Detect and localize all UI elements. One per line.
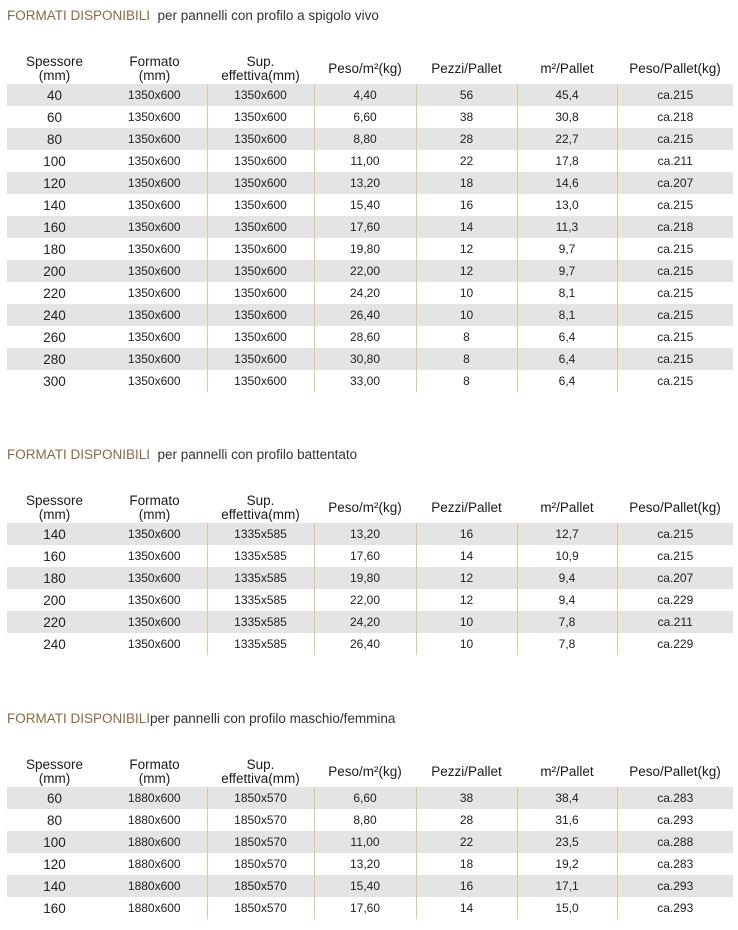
table-row: [7, 282, 733, 304]
cell-spessore: 160: [43, 548, 66, 564]
cell-m2-pallet: 9,4: [517, 589, 617, 611]
cell-peso-m2: 8,80: [314, 809, 416, 831]
table-row: [7, 787, 733, 809]
cell-sup-effettiva: 1335x585: [207, 567, 314, 589]
cell-peso-m2: 17,60: [314, 216, 416, 238]
section-title-accent: FORMATI DISPONIBILI: [7, 447, 151, 462]
header-m2-pallet: m²/Pallet: [540, 500, 594, 515]
cell-formato: 1350x600: [102, 260, 207, 282]
cell-spessore: 120: [7, 172, 102, 194]
table-row: [7, 545, 733, 567]
cell-pezzi-pallet: 12: [416, 567, 517, 589]
table-row: [7, 348, 733, 370]
cell-sup-effettiva: 1335x585: [207, 589, 314, 611]
cell-sup-effettiva: 1350x600: [207, 172, 314, 194]
cell-formato: 1350x600: [102, 348, 207, 370]
header-m2-pallet: m²/Pallet: [540, 764, 594, 779]
cell-m2-pallet: 30,8: [517, 106, 617, 128]
cell-spessore: 260: [43, 329, 66, 345]
cell-peso-m2: 15,40: [314, 875, 416, 897]
cell-pezzi-pallet: 18: [416, 853, 517, 875]
table-row: [7, 326, 733, 348]
cell-spessore: 240: [43, 636, 66, 652]
table-row: [7, 150, 733, 172]
cell-spessore: 220: [7, 611, 102, 633]
cell-spessore: 60: [7, 787, 102, 809]
cell-formato: 1350x600: [127, 198, 181, 212]
cell-spessore: 140: [7, 875, 102, 897]
header-spessore: Spessore (mm): [25, 493, 84, 522]
cell-sup-effettiva: 1335x585: [207, 545, 314, 567]
cell-pezzi-pallet: 10: [416, 611, 517, 633]
cell-pezzi-pallet: 14: [416, 897, 517, 919]
cell-m2-pallet: 14,6: [517, 172, 617, 194]
cell-pezzi-pallet: 10: [416, 282, 517, 304]
cell-formato: 1880x600: [102, 831, 207, 853]
cell-sup-effettiva: 1335x585: [207, 523, 314, 545]
cell-m2-pallet: 45,4: [517, 84, 617, 106]
cell-formato: 1350x600: [127, 374, 181, 388]
section-title-rest: per pannelli con profilo battentato: [150, 447, 358, 462]
table-row: [7, 106, 733, 128]
cell-peso-pallet: ca.218: [617, 106, 733, 128]
cell-pezzi-pallet: 14: [416, 545, 517, 567]
cell-spessore: 200: [7, 260, 102, 282]
header-row: [7, 757, 733, 787]
cell-pezzi-pallet: 18: [416, 172, 517, 194]
cell-m2-pallet: 7,8: [517, 611, 617, 633]
cell-spessore: 280: [7, 348, 102, 370]
cell-sup-effettiva: 1350x600: [207, 348, 314, 370]
table-row: [7, 875, 733, 897]
cell-pezzi-pallet: 10: [416, 304, 517, 326]
cell-sup-effettiva: 1350x600: [207, 128, 314, 150]
cell-m2-pallet: 8,1: [517, 282, 617, 304]
cell-peso-m2: 24,20: [314, 611, 416, 633]
table-row: [7, 194, 733, 216]
cell-pezzi-pallet: 12: [416, 238, 517, 260]
cell-spessore: 200: [43, 592, 66, 608]
cell-peso-m2: 6,60: [314, 106, 416, 128]
table-row: [7, 128, 733, 150]
table-row: [7, 567, 733, 589]
cell-spessore: 40: [7, 84, 102, 106]
cell-spessore: 80: [7, 128, 102, 150]
formats-table: [7, 493, 733, 655]
cell-m2-pallet: 6,4: [517, 370, 617, 392]
section-title-rest: per pannelli con profilo maschio/femmina: [150, 711, 396, 726]
cell-m2-pallet: 10,9: [517, 545, 617, 567]
table-row: [7, 238, 733, 260]
section-title: [7, 8, 379, 23]
cell-formato: 1350x600: [127, 593, 181, 607]
table-row: [7, 523, 733, 545]
table-row: [7, 853, 733, 875]
cell-peso-pallet: ca.288: [617, 831, 733, 853]
cell-formato: 1350x600: [127, 549, 181, 563]
section-title-accent: FORMATI DISPONIBILI: [7, 8, 151, 23]
table-row: [7, 589, 733, 611]
header-peso-m2: Peso/m²(kg): [328, 764, 402, 779]
cell-sup-effettiva: 1850x570: [207, 875, 314, 897]
cell-formato: 1880x600: [102, 875, 207, 897]
cell-spessore: 300: [43, 373, 66, 389]
cell-peso-pallet: ca.215: [617, 326, 733, 348]
cell-spessore: 160: [7, 216, 102, 238]
header-spessore: Spessore (mm): [25, 757, 84, 786]
cell-m2-pallet: 17,8: [517, 150, 617, 172]
cell-peso-m2: 26,40: [314, 633, 416, 655]
cell-sup-effettiva: 1350x600: [207, 260, 314, 282]
header-peso-m2: Peso/m²(kg): [328, 500, 402, 515]
cell-peso-m2: 28,60: [314, 326, 416, 348]
cell-spessore: 180: [7, 567, 102, 589]
cell-m2-pallet: 19,2: [517, 853, 617, 875]
cell-m2-pallet: 8,1: [517, 304, 617, 326]
cell-sup-effettiva: 1335x585: [207, 611, 314, 633]
cell-formato: 1350x600: [127, 110, 181, 124]
cell-peso-pallet: ca.215: [617, 194, 733, 216]
cell-m2-pallet: 38,4: [517, 787, 617, 809]
section-title: [7, 447, 357, 462]
cell-spessore: 80: [46, 812, 63, 828]
cell-spessore: 160: [43, 900, 66, 916]
table-row: [7, 897, 733, 919]
cell-sup-effettiva: 1850x570: [207, 787, 314, 809]
header-m2-pallet: m²/Pallet: [540, 61, 594, 76]
cell-pezzi-pallet: 16: [416, 194, 517, 216]
cell-sup-effettiva: 1350x600: [207, 106, 314, 128]
cell-pezzi-pallet: 22: [416, 831, 517, 853]
table-row: [7, 304, 733, 326]
cell-sup-effettiva: 1850x570: [207, 831, 314, 853]
cell-peso-pallet: ca.215: [617, 128, 733, 150]
cell-peso-m2: 4,40: [314, 84, 416, 106]
cell-formato: 1880x600: [102, 787, 207, 809]
header-formato: Formato (mm): [129, 493, 180, 522]
cell-peso-m2: 17,60: [314, 545, 416, 567]
cell-peso-m2: 13,20: [314, 172, 416, 194]
cell-pezzi-pallet: 56: [416, 84, 517, 106]
header-pezzi-pallet: Pezzi/Pallet: [431, 764, 502, 779]
cell-pezzi-pallet: 38: [416, 787, 517, 809]
cell-spessore: 120: [43, 856, 66, 872]
cell-peso-pallet: ca.215: [617, 260, 733, 282]
table-row: [7, 809, 733, 831]
header-sup-effettiva: Sup. effettiva(mm): [221, 757, 300, 786]
cell-formato: 1350x600: [102, 304, 207, 326]
cell-peso-m2: 11,00: [314, 831, 416, 853]
cell-peso-m2: 8,80: [314, 128, 416, 150]
section-title: [7, 711, 395, 726]
cell-sup-effettiva: 1350x600: [207, 216, 314, 238]
cell-peso-pallet: ca.215: [617, 84, 733, 106]
cell-pezzi-pallet: 28: [416, 128, 517, 150]
cell-m2-pallet: 6,4: [517, 326, 617, 348]
cell-formato: 1350x600: [102, 567, 207, 589]
cell-peso-m2: 15,40: [314, 194, 416, 216]
cell-m2-pallet: 23,5: [517, 831, 617, 853]
cell-sup-effettiva: 1350x600: [207, 326, 314, 348]
cell-peso-pallet: ca.215: [617, 304, 733, 326]
table-row: [7, 172, 733, 194]
header-row: [7, 54, 733, 84]
cell-m2-pallet: 11,3: [517, 216, 617, 238]
cell-formato: 1350x600: [127, 637, 181, 651]
cell-peso-pallet: ca.215: [617, 545, 733, 567]
cell-peso-pallet: ca.215: [617, 370, 733, 392]
cell-sup-effettiva: 1350x600: [207, 370, 314, 392]
cell-peso-pallet: ca.229: [617, 589, 733, 611]
header-row: [7, 493, 733, 523]
header-pezzi-pallet: Pezzi/Pallet: [431, 500, 502, 515]
cell-m2-pallet: 7,8: [517, 633, 617, 655]
cell-m2-pallet: 15,0: [517, 897, 617, 919]
section-title-accent: FORMATI DISPONIBILI: [7, 711, 151, 726]
cell-peso-m2: 22,00: [314, 260, 416, 282]
cell-formato: 1350x600: [127, 154, 181, 168]
header-peso-pallet: Peso/Pallet(kg): [629, 764, 721, 779]
cell-pezzi-pallet: 10: [416, 633, 517, 655]
cell-pezzi-pallet: 8: [416, 348, 517, 370]
cell-peso-m2: 13,20: [314, 853, 416, 875]
header-formato: Formato (mm): [129, 54, 180, 83]
cell-peso-m2: 22,00: [314, 589, 416, 611]
header-sup-effettiva: Sup. effettiva(mm): [221, 493, 300, 522]
cell-pezzi-pallet: 38: [416, 106, 517, 128]
header-formato: Formato (mm): [129, 757, 180, 786]
cell-spessore: 140: [43, 197, 66, 213]
header-peso-pallet: Peso/Pallet(kg): [629, 500, 721, 515]
cell-peso-pallet: ca.215: [617, 282, 733, 304]
cell-peso-m2: 6,60: [314, 787, 416, 809]
cell-spessore: 180: [43, 241, 66, 257]
table-row: [7, 84, 733, 106]
cell-peso-m2: 19,80: [314, 567, 416, 589]
cell-peso-pallet: ca.218: [617, 216, 733, 238]
cell-sup-effettiva: 1850x570: [207, 897, 314, 919]
cell-peso-pallet: ca.215: [617, 523, 733, 545]
cell-m2-pallet: 31,6: [517, 809, 617, 831]
cell-peso-m2: 30,80: [314, 348, 416, 370]
cell-sup-effettiva: 1350x600: [207, 150, 314, 172]
cell-formato: 1880x600: [127, 901, 181, 915]
cell-pezzi-pallet: 8: [416, 370, 517, 392]
cell-peso-pallet: ca.293: [617, 875, 733, 897]
cell-spessore: 100: [7, 831, 102, 853]
cell-peso-m2: 11,00: [314, 150, 416, 172]
cell-sup-effettiva: 1335x585: [207, 633, 314, 655]
cell-peso-pallet: ca.293: [617, 809, 733, 831]
table-row: [7, 216, 733, 238]
cell-formato: 1350x600: [127, 286, 181, 300]
cell-m2-pallet: 17,1: [517, 875, 617, 897]
cell-pezzi-pallet: 12: [416, 589, 517, 611]
cell-peso-pallet: ca.283: [617, 787, 733, 809]
header-peso-m2: Peso/m²(kg): [328, 61, 402, 76]
formats-table: [7, 757, 733, 919]
cell-pezzi-pallet: 12: [416, 260, 517, 282]
cell-pezzi-pallet: 8: [416, 326, 517, 348]
formats-table: [7, 54, 733, 392]
cell-spessore: 100: [43, 153, 66, 169]
table-row: [7, 370, 733, 392]
cell-sup-effettiva: 1350x600: [207, 238, 314, 260]
cell-pezzi-pallet: 28: [416, 809, 517, 831]
table-row: [7, 260, 733, 282]
cell-sup-effettiva: 1850x570: [207, 853, 314, 875]
cell-peso-pallet: ca.293: [617, 897, 733, 919]
cell-peso-pallet: ca.229: [617, 633, 733, 655]
cell-peso-pallet: ca.207: [617, 172, 733, 194]
cell-sup-effettiva: 1350x600: [207, 282, 314, 304]
cell-sup-effettiva: 1350x600: [207, 304, 314, 326]
cell-spessore: 220: [43, 285, 66, 301]
cell-peso-m2: 24,20: [314, 282, 416, 304]
cell-m2-pallet: 9,7: [517, 260, 617, 282]
cell-sup-effettiva: 1350x600: [207, 194, 314, 216]
cell-peso-m2: 33,00: [314, 370, 416, 392]
cell-formato: 1350x600: [127, 330, 181, 344]
cell-m2-pallet: 9,4: [517, 567, 617, 589]
cell-peso-pallet: ca.215: [617, 348, 733, 370]
cell-peso-pallet: ca.211: [617, 611, 733, 633]
cell-m2-pallet: 22,7: [517, 128, 617, 150]
cell-pezzi-pallet: 22: [416, 150, 517, 172]
cell-formato: 1350x600: [102, 172, 207, 194]
cell-pezzi-pallet: 16: [416, 523, 517, 545]
cell-formato: 1880x600: [127, 857, 181, 871]
cell-spessore: 140: [7, 523, 102, 545]
table-row: [7, 831, 733, 853]
cell-formato: 1350x600: [102, 128, 207, 150]
header-spessore: Spessore (mm): [25, 54, 84, 83]
cell-peso-pallet: ca.215: [617, 238, 733, 260]
cell-formato: 1880x600: [127, 813, 181, 827]
cell-sup-effettiva: 1850x570: [207, 809, 314, 831]
cell-m2-pallet: 12,7: [517, 523, 617, 545]
table-row: [7, 611, 733, 633]
cell-pezzi-pallet: 16: [416, 875, 517, 897]
cell-peso-m2: 26,40: [314, 304, 416, 326]
section-title-rest: per pannelli con profilo a spigolo vivo: [150, 8, 379, 23]
cell-spessore: 60: [46, 109, 63, 125]
cell-peso-pallet: ca.283: [617, 853, 733, 875]
cell-peso-m2: 19,80: [314, 238, 416, 260]
cell-peso-m2: 13,20: [314, 523, 416, 545]
cell-sup-effettiva: 1350x600: [207, 84, 314, 106]
header-pezzi-pallet: Pezzi/Pallet: [431, 61, 502, 76]
cell-m2-pallet: 13,0: [517, 194, 617, 216]
cell-peso-pallet: ca.207: [617, 567, 733, 589]
cell-formato: 1350x600: [102, 523, 207, 545]
cell-peso-m2: 17,60: [314, 897, 416, 919]
header-sup-effettiva: Sup. effettiva(mm): [221, 54, 300, 83]
cell-peso-pallet: ca.211: [617, 150, 733, 172]
cell-formato: 1350x600: [102, 84, 207, 106]
cell-m2-pallet: 6,4: [517, 348, 617, 370]
cell-formato: 1350x600: [127, 242, 181, 256]
header-peso-pallet: Peso/Pallet(kg): [629, 61, 721, 76]
cell-m2-pallet: 9,7: [517, 238, 617, 260]
table-row: [7, 633, 733, 655]
cell-pezzi-pallet: 14: [416, 216, 517, 238]
cell-formato: 1350x600: [102, 611, 207, 633]
cell-formato: 1350x600: [102, 216, 207, 238]
cell-spessore: 240: [7, 304, 102, 326]
